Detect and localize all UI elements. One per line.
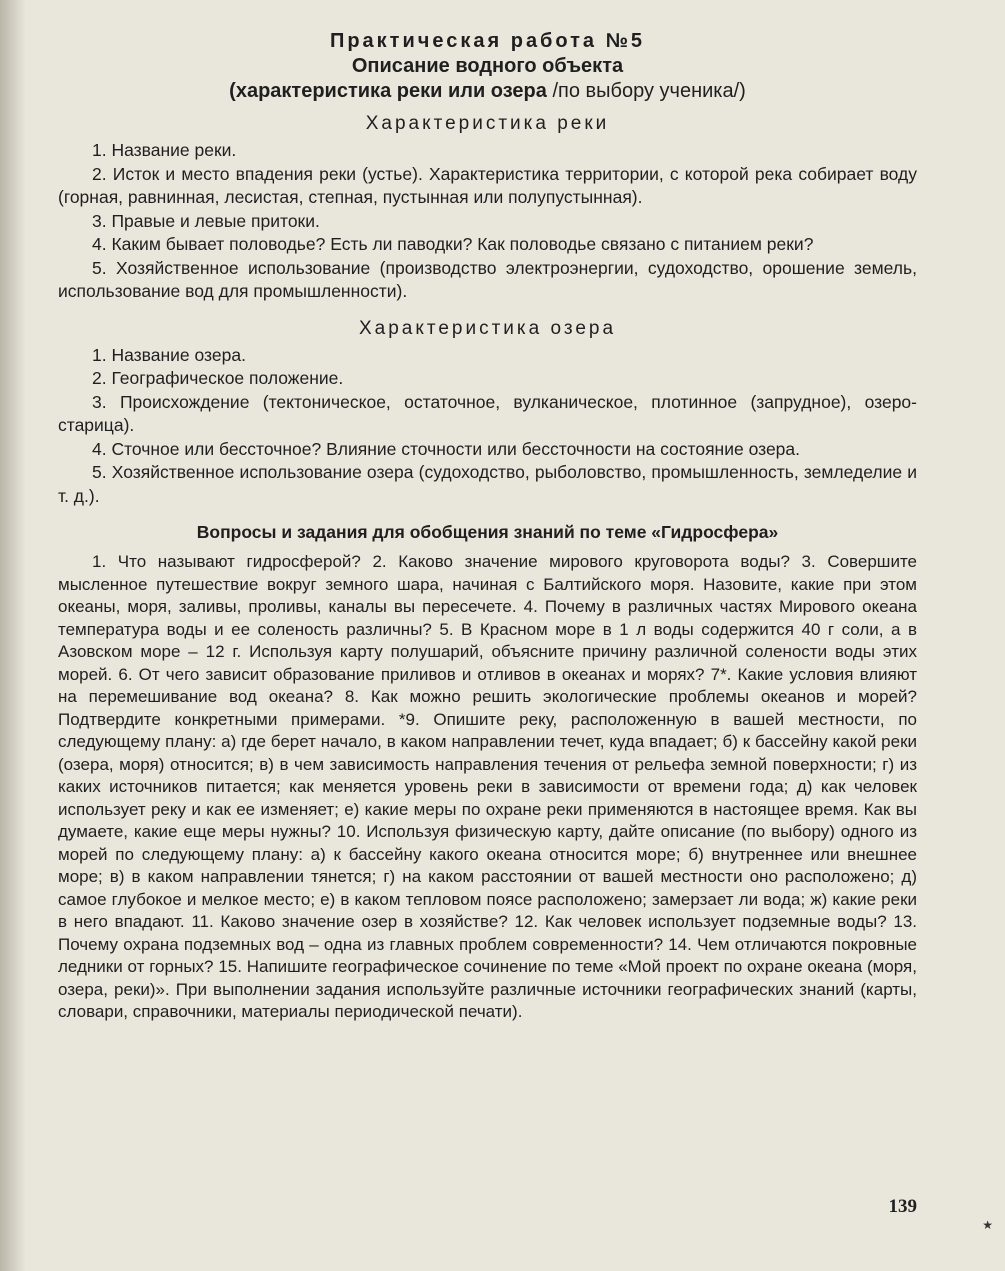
questions-paragraph: 1. Что называют гидросферой? 2. Каково значение мирового круговорота воды? 3. Совершите мысленное путешествие вокруг земного шара, начиная с Балтийского моря. Назовите, какие при этом океаны, моря, заливы, проливы, каналы вы пересечете. 4. Почему в различных частях Мирового океана температура воды и ее соленость различны? 5. В Красном море в 1 л воды содержится 40 г соли, а в Азовском море – 12 г. Используя карту полушарий, объясните причину различной солености воды этих морей. 6. От чего зависит образование приливов и отливов в океанах и морях? 7*. Какие условия влияют на перемешивание вод океана? 8. Как можно решить экологические проблемы океанов и морей? Подтвердите конкретными примерами. *9. Опишите реку, расположенную в вашей местности, по следующему плану: а) где берет начало, в каком направлении течет, куда впадает; б) к бассейну какой реки (озера, моря) относится; в) в чем зависимость направления течения от рельефа земной поверхности; г) из каких источников питается; как меняется уровень реки в зависимости от времени года; д) как человек использует реку и как ее изменяет; е) какие меры по охране реки применяются в настоящее время. Как вы думаете, какие еще меры нужны? 10. Используя физическую карту, дайте описание (по выбору) одного из морей по следующему плану: а) к бассейну какого океана относится море; б) внутреннее или внешнее море; в) в каком направлении тянется; г) на каком расстоянии от вашей местности оно расположено; д) самое глубокое и мелкое место; е) в каком тепловом поясе расположено; замерзает ли вода; ж) какие реки в него впадают. 11. Каково значение озер в хозяйстве? 12. Как человек использует подземные воды? 13. Почему охрана подземных вод – одна из главных проблем современности? 14. Чем отличаются покровные ледники от горных? 15. Напишите географическое сочинение по теме «Мой проект по охране океана (моря, озера, реки)». При выполнении задания используйте различные источники географических знаний (карты, словари, справочники, материалы периодической печати).	[58, 552, 917, 1021]
page-number: 139	[888, 1196, 917, 1217]
river-items-list	[58, 139, 917, 304]
list-item: 5. Хозяйственное использование озера (судоходство, рыболовство, промышленность, земледелие и т. д.).	[58, 462, 917, 506]
lake-section-title: Характеристика озера	[358, 317, 617, 339]
work-title: Практическая работа №5	[329, 30, 646, 52]
star-mark-icon: ★	[982, 1218, 993, 1232]
list-item: 4. Сточное или бессточное? Влияние сточности или бессточности на состояние озера.	[92, 438, 801, 459]
work-subtitle: Описание водного объекта	[351, 55, 624, 77]
list-item: 2. Исток и место впадения реки (устье). Характеристика территории, с которой река собирает воду (горная, равнинная, лесистая, степная, пустынная или полупустынная).	[58, 163, 917, 207]
list-item: 1. Название реки.	[92, 140, 237, 160]
river-section-title: Характеристика реки	[365, 113, 610, 134]
list-item: 4. Каким бывает половодье? Есть ли паводки? Как половодье связано с питанием реки?	[92, 234, 814, 254]
list-item: 1. Название озера.	[92, 344, 246, 365]
work-subtitle-choice	[58, 80, 917, 103]
questions-section-title: Вопросы и задания для обобщения знаний по теме «Гидросфера»	[196, 522, 779, 542]
lake-items-list	[58, 344, 917, 509]
list-item: 3. Происхождение (тектоническое, остаточное, вулканическое, плотинное (запрудное), озеро-старица).	[58, 391, 917, 435]
subtitle-light-part: /по выбору ученика/)	[546, 80, 746, 102]
page-gutter-shadow	[0, 0, 26, 1271]
list-item: 5. Хозяйственное использование (производство электроэнергии, судоходство, орошение земель, использование вод для промышленности).	[58, 257, 917, 301]
subtitle-bold-part: (характеристика реки или озера	[229, 80, 547, 102]
list-item: 2. Географическое положение.	[92, 368, 344, 388]
list-item: 3. Правые и левые притоки.	[92, 210, 320, 231]
